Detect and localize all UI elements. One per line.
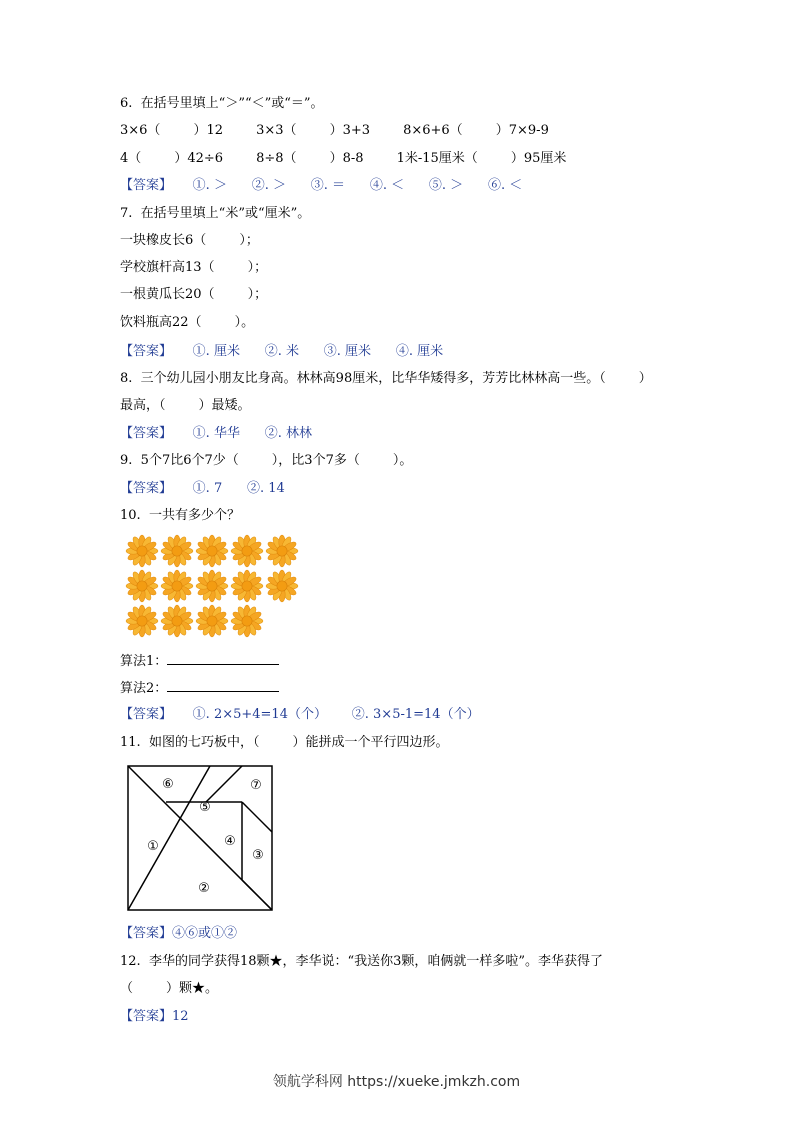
answer-text: 12 xyxy=(172,1009,189,1024)
flower-icon xyxy=(196,605,228,637)
q10-title: 10. 一共有多少个？ xyxy=(120,508,240,523)
q7-title: 7. 在括号里填上“米”或“厘米”。 xyxy=(120,206,311,221)
tangram-label: ⑦ xyxy=(250,778,262,793)
flower-icon xyxy=(266,570,298,602)
q9-answer xyxy=(120,480,285,498)
answer-tag: 【答案】 xyxy=(120,1009,173,1024)
tangram-label: ② xyxy=(198,881,210,896)
q7-item: 一块橡皮长6（ ）； xyxy=(120,233,259,248)
answer-blank xyxy=(167,652,279,665)
answer-text: ①. 厘米 ②. 米 ③. 厘米 ④. 厘米 xyxy=(172,344,444,359)
q12-answer xyxy=(120,1008,189,1026)
q7-item: 饮料瓶高22（ ）。 xyxy=(120,315,255,330)
tangram-diagram xyxy=(126,764,276,914)
flower-icon xyxy=(126,605,158,637)
answer-tag: 【答案】 xyxy=(120,426,173,441)
q8-line-2: 最高，（ ）最矮。 xyxy=(120,398,251,413)
answer-tag: 【答案】 xyxy=(120,707,173,722)
method-label: 算法1： xyxy=(120,654,168,669)
answer-text: ①. ＞ ②. ＞ ③. ＝ ④. ＜ ⑤. ＞ ⑥. ＜ xyxy=(172,178,523,193)
q10-method-1 xyxy=(120,652,279,671)
q8-answer xyxy=(120,425,312,443)
tangram-label: ① xyxy=(147,839,159,854)
answer-tag: 【答案】 xyxy=(120,178,173,193)
tangram-edge xyxy=(206,766,242,802)
q11-title: 11. 如图的七巧板中，（ ）能拼成一个平行四边形。 xyxy=(120,735,449,750)
q8-line-1: 8. 三个幼儿园小朋友比身高。林林高98厘米，比华华矮得多，芳芳比林林高一些。（ ） xyxy=(120,371,652,386)
answer-blank xyxy=(167,679,279,692)
q6-row-1: 3×6（ ）12 3×3（ ）3+3 8×6+6（ ）7×9-9 xyxy=(120,123,549,138)
q12-line-1: 12. 李华的同学获得18颗★，李华说：“我送你3颗，咱俩就一样多啦”。李华获得了 xyxy=(120,954,604,969)
answer-tag: 【答案】 xyxy=(120,926,173,941)
q6-answer xyxy=(120,177,522,195)
q6-row-2: 4（ ）42÷6 8÷8（ ）8-8 1米-15厘米（ ）95厘米 xyxy=(120,151,567,166)
q10-method-2 xyxy=(120,679,279,698)
flower-icon xyxy=(231,570,263,602)
tangram-edge xyxy=(242,880,272,910)
flower-icon xyxy=(196,535,228,567)
page-footer-watermark: 领航学科网 https://xueke.jmkzh.com xyxy=(272,1074,521,1090)
q7-answer xyxy=(120,343,443,361)
flower-icon xyxy=(161,535,193,567)
tangram-edge xyxy=(242,802,272,832)
q9-title: 9. 5个7比6个7少（ ），比3个7多（ ）。 xyxy=(120,453,413,468)
tangram-label: ③ xyxy=(252,848,264,863)
flower-icon xyxy=(231,535,263,567)
q7-item: 学校旗杆高13（ ）； xyxy=(120,260,268,275)
flower-icon xyxy=(231,605,263,637)
answer-text: ①. 2×5+4=14（个） ②. 3×5-1=14（个） xyxy=(172,707,480,722)
flower-array-image xyxy=(124,533,304,641)
flower-icon xyxy=(161,605,193,637)
q11-answer xyxy=(120,925,237,943)
answer-tag: 【答案】 xyxy=(120,344,173,359)
flower-icon xyxy=(266,535,298,567)
q12-line-2: （ ）颗★。 xyxy=(120,981,219,996)
flower-icon xyxy=(126,535,158,567)
flower-icon xyxy=(196,570,228,602)
tangram-label: ⑥ xyxy=(162,777,174,792)
q7-item: 一根黄瓜长20（ ）； xyxy=(120,287,268,302)
answer-text: ①. 7 ②. 14 xyxy=(172,481,285,496)
answer-text: ④⑥或①② xyxy=(172,926,238,941)
q10-answer xyxy=(120,706,480,724)
answer-tag: 【答案】 xyxy=(120,481,173,496)
q6-title: 6. 在括号里填上“＞”“＜”或“＝”。 xyxy=(120,96,324,111)
tangram-label: ⑤ xyxy=(199,800,211,815)
answer-text: ①. 华华 ②. 林林 xyxy=(172,426,313,441)
flower-icon xyxy=(126,570,158,602)
flower-icon xyxy=(161,570,193,602)
method-label: 算法2： xyxy=(120,681,168,696)
tangram-label: ④ xyxy=(224,834,236,849)
